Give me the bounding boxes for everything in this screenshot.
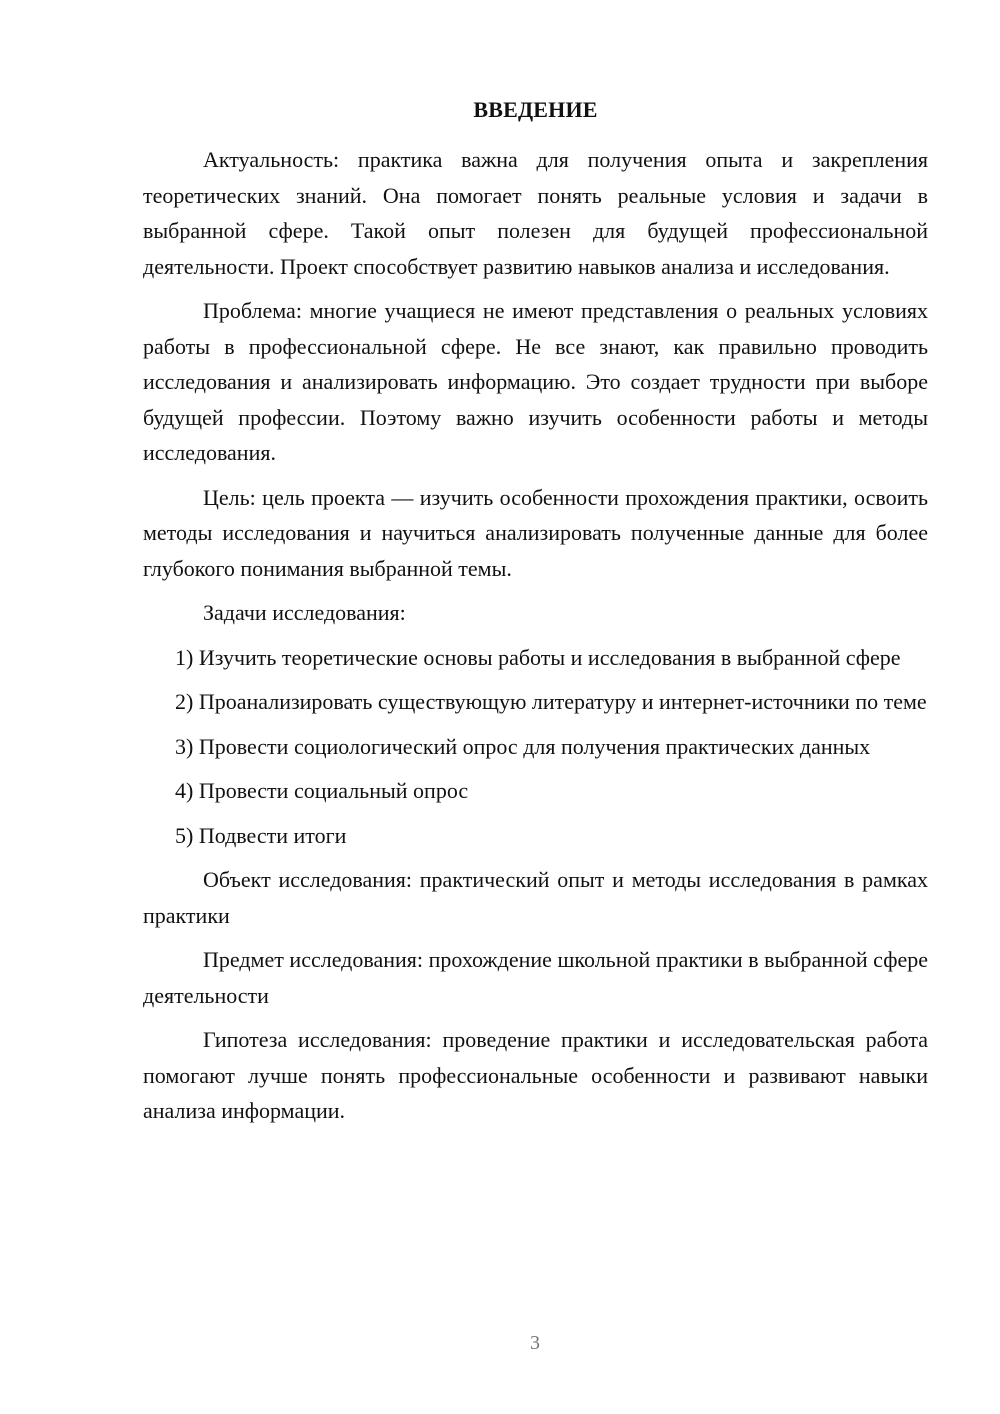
task-item-5: 5) Подвести итоги — [175, 822, 347, 848]
tasks-title: Задачи исследования: — [203, 600, 406, 625]
page-content — [143, 94, 928, 1138]
page-number: 3 — [530, 1332, 540, 1354]
subject-paragraph: Предмет исследования: прохождение школьной практики в выбранной сфере деятельности — [143, 947, 928, 1008]
object-paragraph: Объект исследования: практический опыт и методы исследования в рамках практики — [143, 867, 928, 928]
relevance-paragraph: Актуальность: практика важна для получения опыта и закрепления теоретических знаний. Она помогает понять реальные условия и задачи в выбранной сфере. Такой опыт полезен для будущей профессиональной деятельности. Проект способствует развитию навыков анализа и исследования. — [143, 147, 928, 279]
goal-paragraph: Цель: цель проекта — изучить особенности прохождения практики, освоить методы исследования и научиться анализировать полученные данные для более глубокого понимания выбранной темы. — [143, 484, 928, 581]
task-item-2: 2) Проанализировать существующую литературу и интернет-источники по теме — [175, 689, 927, 714]
section-heading: ВВЕДЕНИЕ — [473, 97, 598, 122]
task-item-4: 4) Провести социальный опрос — [175, 778, 469, 803]
problem-paragraph: Проблема: многие учащиеся не имеют представления о реальных условиях работы в профессиональной сфере. Не все знают, как правильно проводить исследования и анализировать информацию. Это создает трудности при выборе будущей профессии. Поэтому важно изучить особенности работы и методы исследования. — [143, 298, 928, 465]
hypothesis-paragraph: Гипотеза исследования: проведение практики и исследовательская работа помогают лучше понять профессиональные особенности и развивают навыки анализа информации. — [143, 1027, 928, 1123]
task-item-1: 1) Изучить теоретические основы работы и исследования в выбранной сфере — [175, 644, 901, 670]
task-item-3: 3) Провести социологический опрос для получения практических данных — [175, 733, 871, 759]
